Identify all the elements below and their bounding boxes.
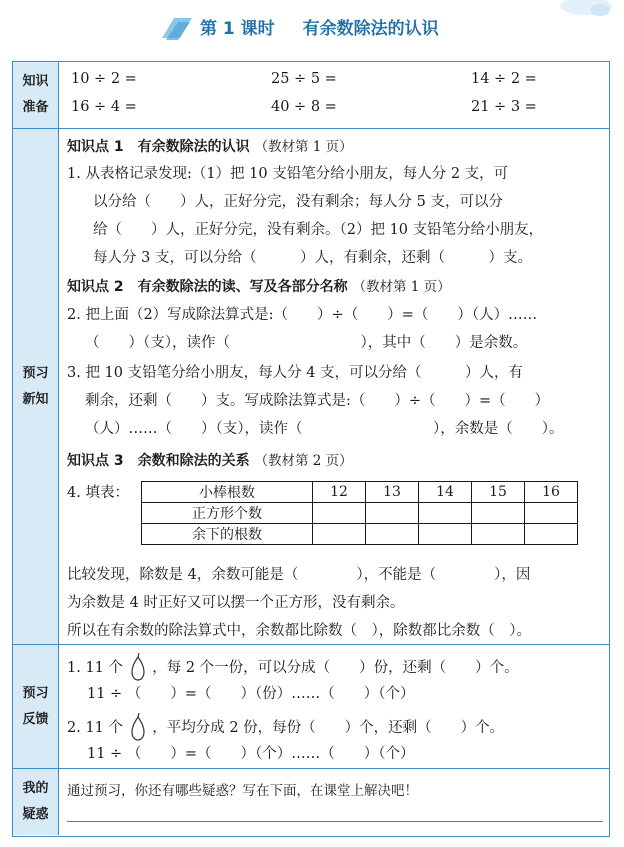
lesson-topic: 有余数除法的认识: [302, 19, 439, 39]
calc-item: 16 ÷ 4 =: [71, 99, 137, 115]
answer-cell[interactable]: [313, 503, 366, 524]
calc-item: 25 ÷ 5 =: [271, 71, 337, 87]
question-3-line: （人）……（ ）（支），读作（ ），余数是（ ）。: [85, 421, 564, 437]
worksheet-frame: [12, 61, 610, 837]
calc-item: 21 ÷ 3 =: [471, 99, 537, 115]
answer-cell[interactable]: [313, 524, 366, 545]
section-content: [67, 769, 603, 835]
question-1-line: 给（ ）人，正好分完，没有剩余。（2）把 10 支铅笔分给小朋友，: [93, 222, 544, 238]
table-row-header: 余下的根数: [142, 524, 313, 545]
table-header-cell: 16: [525, 482, 578, 503]
table-row: [142, 503, 578, 524]
pear-icon: [128, 713, 148, 741]
title-bar: [0, 0, 624, 52]
calc-item: 14 ÷ 2 =: [471, 71, 537, 87]
question-3-line: 剩余，还剩（ ）支。写成除法算式是:（ ）÷（ ）=（ ）: [85, 393, 550, 409]
table-row: [142, 482, 578, 503]
comparison-line: 所以在有余数的除法算式中，余数都比除数（ ），除数都比余数（ ）。: [67, 623, 531, 639]
question-1-line: 以分给（ ）人，正好分完，没有剩余；每人分 5 支，可以分: [93, 194, 503, 210]
section-label: 我的 疑惑: [13, 769, 59, 835]
pear-icon: [128, 653, 148, 681]
question-1-line: 1. 从表格记录发现:（1）把 10 支铅笔分给小朋友，每人分 2 支，可: [67, 166, 509, 182]
section-content: [67, 129, 603, 644]
calc-item: 40 ÷ 8 =: [271, 99, 337, 115]
section-knowledge-prep: [13, 62, 609, 128]
table-header-cell: 小棒根数: [142, 482, 313, 503]
table-row: [142, 524, 578, 545]
section-feedback: [13, 644, 609, 768]
book-icon: [160, 14, 194, 42]
fill-in-table: [141, 481, 578, 545]
table-row-header: 正方形个数: [142, 503, 313, 524]
answer-cell[interactable]: [472, 524, 525, 545]
answer-cell[interactable]: [366, 524, 419, 545]
question-1-line: 每人分 3 支，可以分给（ ）人，有剩余，还剩（ ）支。: [93, 250, 532, 266]
cloud-decoration-icon: [556, 0, 616, 22]
lesson-number: 第 1 课时: [200, 19, 275, 39]
question-3-line: 3. 把 10 支铅笔分给小朋友，每人分 4 支，可以分给（ ）人，有: [67, 365, 524, 381]
writing-line[interactable]: [67, 821, 603, 822]
questions-prompt: 通过预习，你还有哪些疑惑？写在下面，在课堂上解决吧！: [67, 783, 418, 799]
page-title: [200, 14, 439, 39]
answer-cell[interactable]: [419, 524, 472, 545]
calc-item: 10 ÷ 2 =: [71, 71, 137, 87]
question-4-label: 4. 填表：: [67, 485, 129, 501]
feedback-equation-1: 11 ÷ （ ）=（ ）（份）……（ ）（个）: [87, 686, 415, 702]
question-2-line: 2. 把上面（2）写成除法算式是:（ ）÷（ ）=（ ）（人）……: [67, 307, 538, 323]
answer-cell[interactable]: [525, 503, 578, 524]
table-header-cell: 14: [419, 482, 472, 503]
feedback-equation-2: 11 ÷ （ ）=（ ）（个）……（ ）（个）: [87, 746, 415, 762]
comparison-line: 为余数是 4 时正好又可以摆一个正方形，没有剩余。: [67, 595, 405, 611]
table-header-cell: 12: [313, 482, 366, 503]
table-header-cell: 13: [366, 482, 419, 503]
knowledge-point-2: 知识点 2 有余数除法的读、写及各部分名称 （教材第 1 页）: [67, 279, 451, 295]
answer-cell[interactable]: [525, 524, 578, 545]
knowledge-point-3: 知识点 3 余数和除法的关系 （教材第 2 页）: [67, 453, 353, 469]
feedback-question-1: 1. 11 个 ，每 2 个一份，可以分成（ ）份，还剩（ ）个。: [67, 653, 519, 681]
section-content: [67, 62, 603, 128]
knowledge-point-1: 知识点 1 有余数除法的认识 （教材第 1 页）: [67, 139, 353, 155]
answer-cell[interactable]: [472, 503, 525, 524]
section-label: 预习 新知: [13, 129, 59, 644]
section-questions: [13, 768, 609, 835]
section-label: 预习 反馈: [13, 645, 59, 768]
section-new-knowledge: [13, 128, 609, 644]
comparison-line: 比较发现，除数是 4，余数可能是（ ），不能是（ ），因: [67, 567, 531, 583]
table-header-cell: 15: [472, 482, 525, 503]
question-2-line: （ ）（支），读作（ ），其中（ ）是余数。: [85, 335, 528, 351]
feedback-question-2: 2. 11 个 ，平均分成 2 份，每份（ ）个，还剩（ ）个。: [67, 713, 504, 741]
section-label: 知识 准备: [13, 62, 59, 128]
answer-cell[interactable]: [419, 503, 472, 524]
answer-cell[interactable]: [366, 503, 419, 524]
section-content: [67, 645, 603, 768]
